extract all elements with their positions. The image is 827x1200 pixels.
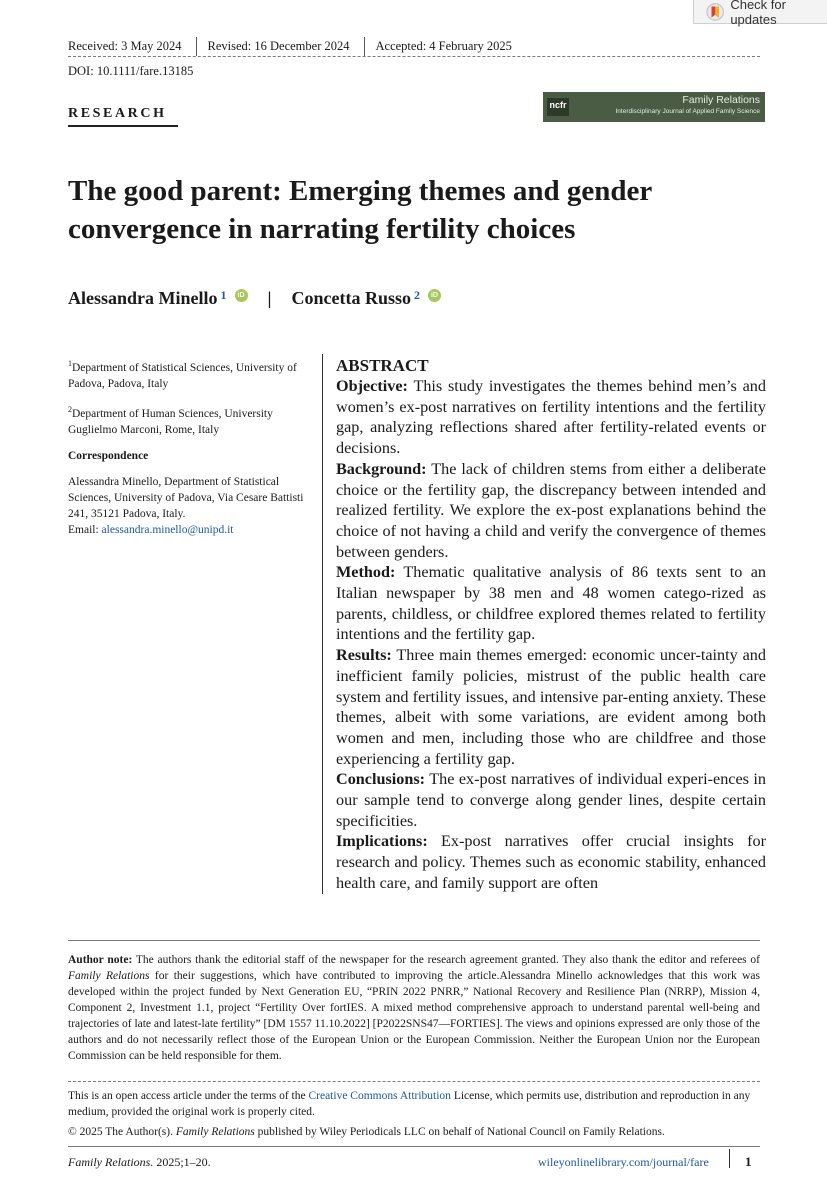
abstract-implications: Implications: Ex-post narratives offer crucial insights for research and policy. Themes such as economic stability, enhanced health care, and family support are often: [336, 832, 766, 892]
affiliations-column: [68, 356, 308, 548]
author-name: Concetta Russo: [291, 288, 411, 308]
received-date: Received: 3 May 2024: [68, 39, 182, 53]
license-divider: [68, 1081, 760, 1082]
journal-url-link[interactable]: wileyonlinelibrary.com/journal/fare: [538, 1155, 709, 1169]
abstract-rule: [322, 354, 323, 894]
journal-banner: [543, 92, 765, 122]
section-label: RESEARCH: [68, 106, 167, 121]
article-title: The good parent: Emerging themes and gender convergence in narrating fertility choices: [68, 175, 652, 245]
cc-license-link[interactable]: Creative Commons Attribution: [308, 1090, 451, 1102]
correspondence-heading: Correspondence: [68, 449, 149, 462]
header-divider: [68, 56, 760, 57]
footer-citation: Family Relations. 2025;1–20.: [68, 1155, 211, 1169]
affiliation: $^1$Department of Statistical Sciences, University of Padova, Padova, Italy: [68, 359, 297, 390]
check-updates-icon: [706, 2, 724, 22]
affiliation: $^2$Department of Human Sciences, University Guglielmo Marconi, Rome, Italy: [68, 404, 273, 436]
orcid-label: iD: [430, 292, 438, 299]
date-divider: [196, 37, 197, 56]
author-affiliation-marker[interactable]: 1: [220, 288, 227, 302]
abstract-background: Background: The lack of children stems from either a deliberate choice or the fertility gap, the discrepancy between intended and realized fertility. We explore the ex-post explanations behind the choice of not having a child and verify the convergence of themes between genders.: [336, 459, 766, 561]
check-for-updates-button[interactable]: [693, 0, 827, 27]
check-updates-label: Check for updates: [730, 0, 786, 27]
abstract-heading: ABSTRACT: [336, 356, 429, 375]
abstract: [336, 355, 766, 894]
journal-subtitle: Interdisciplinary Journal of Applied Family Science: [615, 108, 760, 115]
author-note: Author note: The authors thank the editorial staff of the newspaper for the research agreement granted. They also thank the editor and referees of Family Relations for their suggestions, which have contributed to improving the article.Alessandra Minello acknowledges that this work was developed within the project funded by Next Generation EU, “PRIN 2022 PNRR,” National Recovery and Resilience Plan (NRRP), Mission 4, Component 2, Investment 1.1, project “Fertility Over fortIES. A mixed method comprehensive approach to understand parental well-being and trajectories of late and latest-late fertility” [DM 1557 11.10.2022] [P2022SNS47—FORTIES]. The views and opinions expressed are only those of the authors and do not necessarily reflect those of the European Union or the European Commission. Neither the European Union nor the European Commission can be held responsible for them.: [68, 954, 761, 1062]
author-list: [68, 288, 441, 309]
open-access-notice: This is an open access article under the terms of the Creative Commons Attribution License, which permits use, distribution and reproduction in any medium, provided the original work is properly cited.: [68, 1090, 751, 1118]
date-divider: [364, 37, 365, 56]
abstract-objective: Objective: This study investigates the themes behind men’s and women’s ex-post narratives on fertility intentions and the fertility gap, analyzing reflections shared after fertility-related events or decisions.: [336, 377, 766, 458]
section-rule: [68, 125, 178, 127]
abstract-results: Results: Three main themes emerged: economic uncer-tainty and inefficient family policies, mistrust of the public health care system and fertility issues, and intensive par-enting anxiety. These themes, albeit with some variations, are evident among both women and men, including those who are childfree and those experiencing a fertility gap.: [336, 646, 766, 768]
footer-divider: [68, 1146, 760, 1147]
orcid-label: iD: [237, 292, 245, 299]
author-affiliation-marker[interactable]: 2: [413, 288, 420, 302]
accepted-date: Accepted: 4 February 2025: [375, 39, 512, 53]
footnote-divider: [68, 940, 760, 941]
correspondence-text: Alessandra Minello, Department of Statistical Sciences, University of Padova, Via Cesare Battisti 241, 35121 Padova, Italy. Email: alessandra.minello@unipd.it: [68, 475, 304, 536]
email-link[interactable]: alessandra.minello@unipd.it: [101, 523, 234, 536]
article-dates: [68, 37, 512, 56]
journal-name: Family Relations: [682, 94, 760, 106]
footer-separator: [729, 1149, 730, 1168]
author-name: Alessandra Minello: [68, 288, 218, 308]
ncfr-logo: ncfr: [547, 98, 569, 116]
page-number: 1: [745, 1154, 752, 1169]
abstract-method: Method: Thematic qualitative analysis of 86 texts sent to an Italian newspaper by 38 men and 48 women catego-rized as parents, childless, or childfree explored themes related to fertility intentions and the fertility gap.: [336, 563, 766, 644]
abstract-conclusions: Conclusions: The ex-post narratives of individual experi-ences in our sample tend to converge along gender lines, despite certain specificities.: [336, 770, 766, 830]
orcid-icon[interactable]: [235, 289, 248, 302]
doi[interactable]: DOI: 10.1111/fare.13185: [68, 64, 194, 78]
author-separator: |: [267, 288, 272, 308]
orcid-icon[interactable]: [428, 289, 441, 302]
copyright: © 2025 The Author(s). Family Relations published by Wiley Periodicals LLC on behalf of National Council on Family Relations.: [68, 1126, 665, 1138]
revised-date: Revised: 16 December 2024: [207, 39, 350, 53]
